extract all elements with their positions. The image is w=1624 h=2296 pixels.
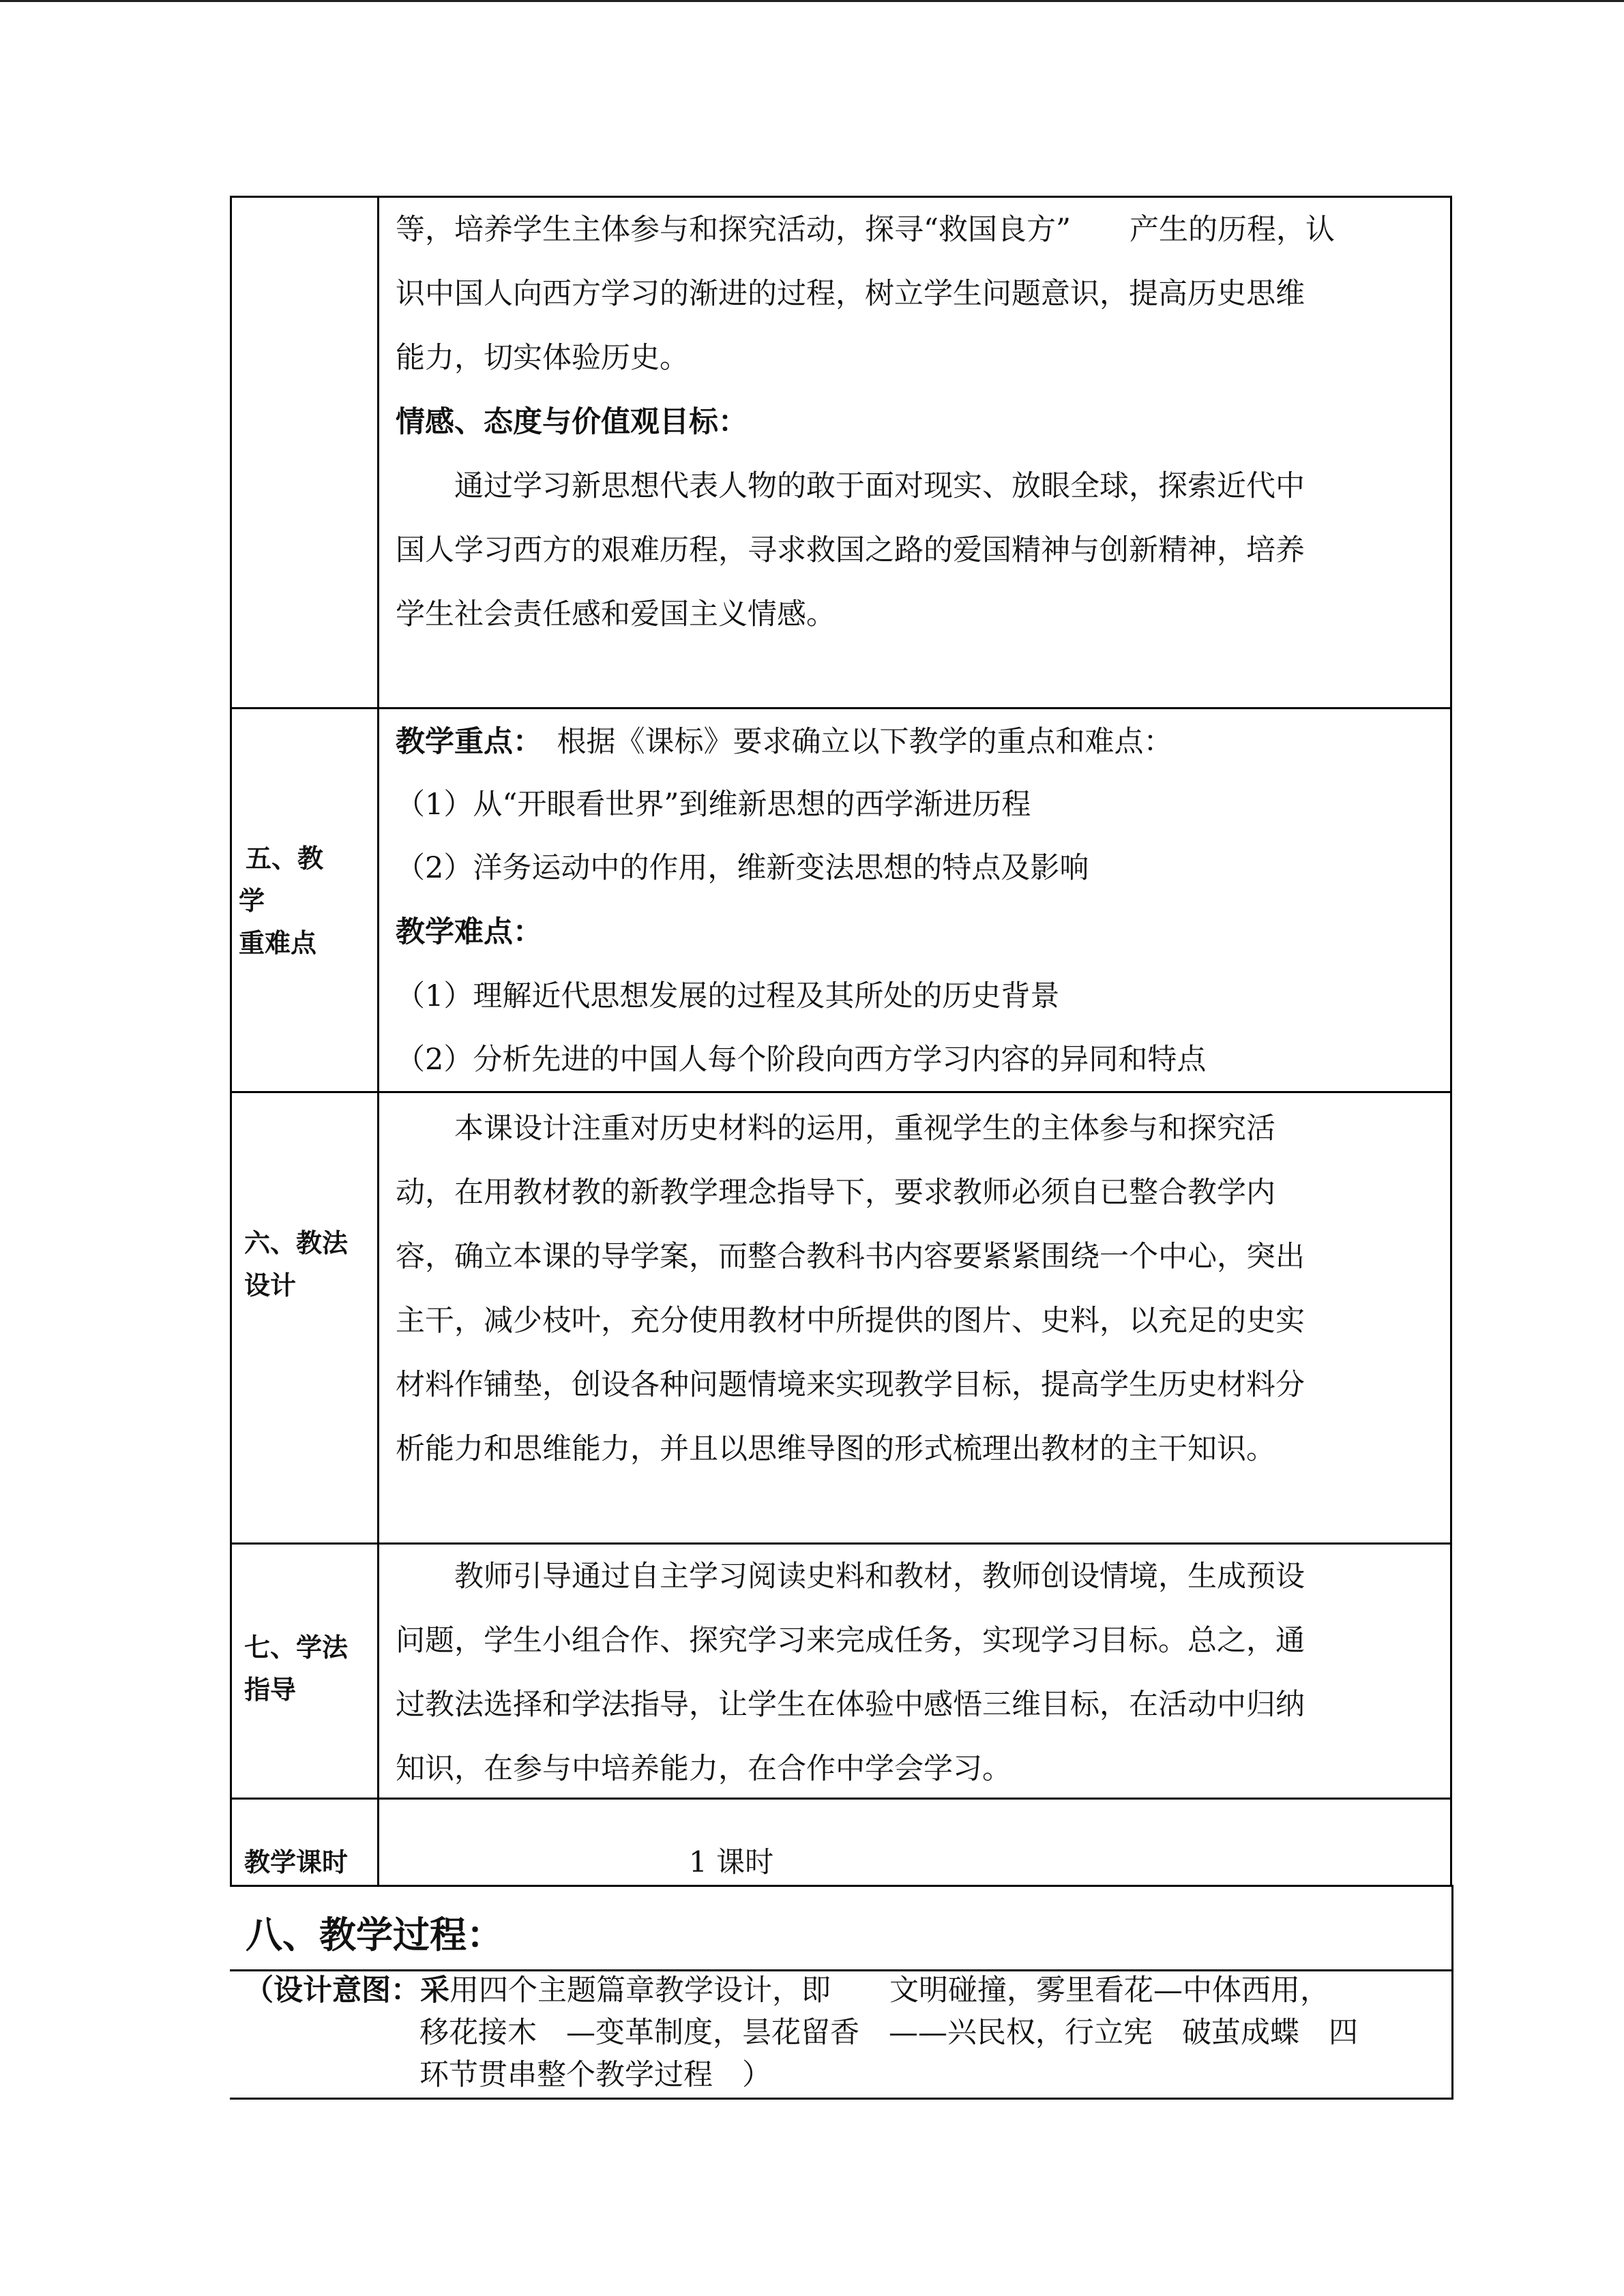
method-line: 本课设计注重对历史材料的运用，重视学生的主体参与和探究活 (396, 1112, 1275, 1146)
objective-line: 能力，切实体验历史。 (396, 341, 689, 375)
method-line: 容，确立本课的导学案，而整合教科书内容要紧紧围绕一个中心，突出 (396, 1240, 1305, 1274)
emotion-objective-heading: 情感、态度与价值观目标： (396, 405, 748, 439)
emotion-objective-line: 学生社会责任感和爱国主义情感。 (396, 597, 836, 631)
key-point-item: （2）洋务运动中的作用，维新变法思想的特点及影响 (396, 851, 1089, 885)
difficult-points-heading: 教学难点： (396, 915, 542, 949)
method-line: 动，在用教材教的新教学理念指导下，要求教师必须自已整合教学内 (396, 1176, 1275, 1210)
design-intent-label: （设计意图：采 (244, 1973, 449, 2008)
emotion-objective-line: 通过学习新思想代表人物的敢于面对现实、放眼全球，探索近代中 (396, 469, 1305, 503)
row-label: 七、学法 指导 (244, 1632, 349, 1705)
method-line: 析能力和思维能力，并且以思维导图的形式梳理出教材的主干知识。 (396, 1432, 1275, 1466)
method-line: 材料作铺垫，创设各种问题情境来实现教学目标，提高学生历史材料分 (396, 1368, 1305, 1402)
difficult-point-item: （1）理解近代思想发展的过程及其所处的历史背景 (396, 979, 1060, 1013)
key-points-intro: 根据《课标》要求确立以下教学的重点和难点： (527, 725, 1173, 759)
teaching-process-title: 八、教学过程： (246, 1913, 503, 1956)
guidance-line: 知识，在参与中培养能力，在合作中学会学习。 (396, 1752, 1012, 1786)
page-top-border (0, 0, 1624, 2)
method-line: 主干，减少枝叶，充分使用教材中所提供的图片、史料，以充足的史实 (396, 1304, 1305, 1338)
key-point-item: （1）从“开眼看世界”到维新思想的西学渐进历程 (396, 788, 1031, 822)
design-intent-line: 环节贯串整个教学过程 ） (419, 2058, 771, 2092)
objective-line: 等，培养学生主体参与和探究活动，探寻“救国良方” 产生的历程，认 (396, 213, 1335, 247)
key-points-heading: 教学重点： (396, 725, 528, 759)
difficult-point-item: （2）分析先进的中国人每个阶段向西方学习内容的异同和特点 (396, 1043, 1207, 1077)
guidance-line: 问题，学生小组合作、探究学习来完成任务，实现学习目标。总之，通 (396, 1624, 1305, 1658)
key-points-line (396, 710, 1173, 774)
design-intent-line: （设计意图：采用四个主题篇章教学设计，即 文明碰撞，雾里看花—中体西用， (244, 1973, 1329, 2008)
design-intent-line: 移花接木 —变革制度，昙花留香 ——兴民权，行立宪 破茧成蝶 四 (419, 2016, 1358, 2050)
class-hours-label: 教学课时 (244, 1847, 349, 1877)
class-hours-value: 1 课时 (689, 1845, 774, 1879)
guidance-line: 教师引导通过自主学习阅读史料和教材，教师创设情境，生成预设 (396, 1560, 1305, 1594)
row-label: 五、教 学 重难点 (239, 844, 324, 958)
emotion-objective-line: 国人学习西方的艰难历程，寻求救国之路的爱国精神与创新精神，培养 (396, 533, 1305, 567)
guidance-line: 过教法选择和学法指导，让学生在体验中感悟三维目标，在活动中归纳 (396, 1688, 1305, 1722)
objective-line: 识中国人向西方学习的渐进的过程，树立学生问题意识，提高历史思维 (396, 277, 1305, 311)
row-label: 六、教法 设计 (244, 1228, 349, 1300)
